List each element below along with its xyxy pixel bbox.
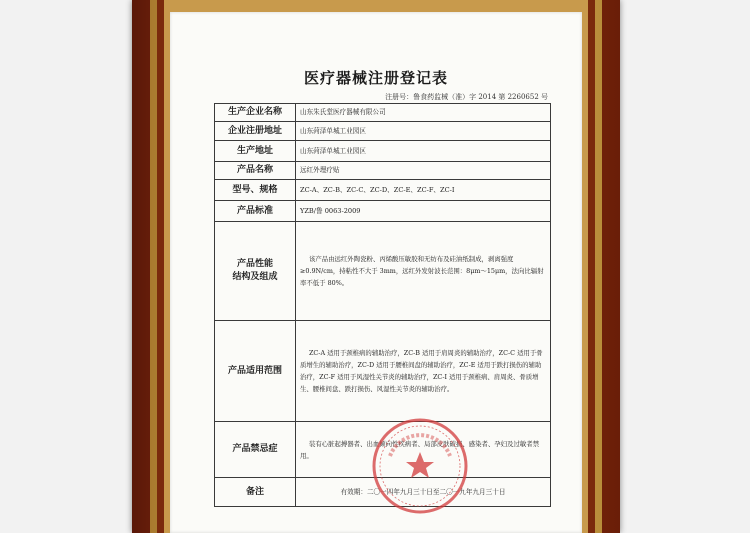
table-row xyxy=(215,122,551,141)
official-seal-stamp xyxy=(370,416,470,516)
row-label: 备注 xyxy=(215,478,296,507)
row-value: 装有心脏起搏器者、出血倾向性疾病者、局部皮肤破损、感染者、孕妇及过敏者禁用。 xyxy=(296,422,551,478)
seal-star-icon xyxy=(406,452,434,478)
certificate-paper xyxy=(170,12,582,533)
row-label: 产品禁忌症 xyxy=(215,422,296,478)
row-label: 生产企业名称 xyxy=(215,104,296,122)
row-value: 有效期：二〇一四年九月三十日至二〇一九年九月三十日 xyxy=(296,478,551,507)
row-value: ZC-A 适用于颈椎病的辅助治疗，ZC-B 适用于肩周炎的辅助治疗，ZC-C 适用于骨质增生的辅助治疗，ZC-D 适用于腰椎间盘的辅助治疗，ZC-E 适用于跌打损伤的辅助治疗，ZC-F 适用于风湿性关节炎的辅助治疗，ZC-I 适用于颈椎病、肩周炎、骨质增生、腰椎间盘、跌打损伤、风湿性关节炎的辅助治疗。 xyxy=(296,321,551,422)
row-value: 山东菏泽单城工业园区 xyxy=(296,122,551,141)
table-row xyxy=(215,321,551,422)
table-row xyxy=(215,104,551,122)
table-row xyxy=(215,201,551,222)
row-value: YZB/鲁 0063-2009 xyxy=(296,201,551,222)
table-row xyxy=(215,222,551,321)
table-row xyxy=(215,180,551,201)
row-value: 山东朱氏堂医疗器械有限公司 xyxy=(296,104,551,122)
row-label: 产品性能 结构及组成 xyxy=(215,222,296,321)
row-label: 产品适用范围 xyxy=(215,321,296,422)
row-value: 该产品由远红外陶瓷粉、丙烯酸压敏胶和无纺布及硅油纸制成，剥离强度≥0.9N/cm，持粘性不大于 3mm，远红外发射波长范围：8μm～15μm，法向比辐射率不低于 80%。 xyxy=(296,222,551,321)
row-label: 企业注册地址 xyxy=(215,122,296,141)
row-label: 型号、规格 xyxy=(215,180,296,201)
row-value: 远红外理疗贴 xyxy=(296,162,551,180)
row-label: 产品名称 xyxy=(215,162,296,180)
row-label: 产品标准 xyxy=(215,201,296,222)
table-row xyxy=(215,162,551,180)
certificate-title: 医疗器械注册登记表 xyxy=(303,69,448,87)
registration-number: 注册号：鲁食药监械（准）字 2014 第 2260652 号 xyxy=(385,93,548,101)
table-row xyxy=(215,141,551,162)
row-value: 山东菏泽单城工业园区 xyxy=(296,141,551,162)
row-label: 生产地址 xyxy=(215,141,296,162)
row-value: ZC-A、ZC-B、ZC-C、ZC-D、ZC-E、ZC-F、ZC-I xyxy=(296,180,551,201)
